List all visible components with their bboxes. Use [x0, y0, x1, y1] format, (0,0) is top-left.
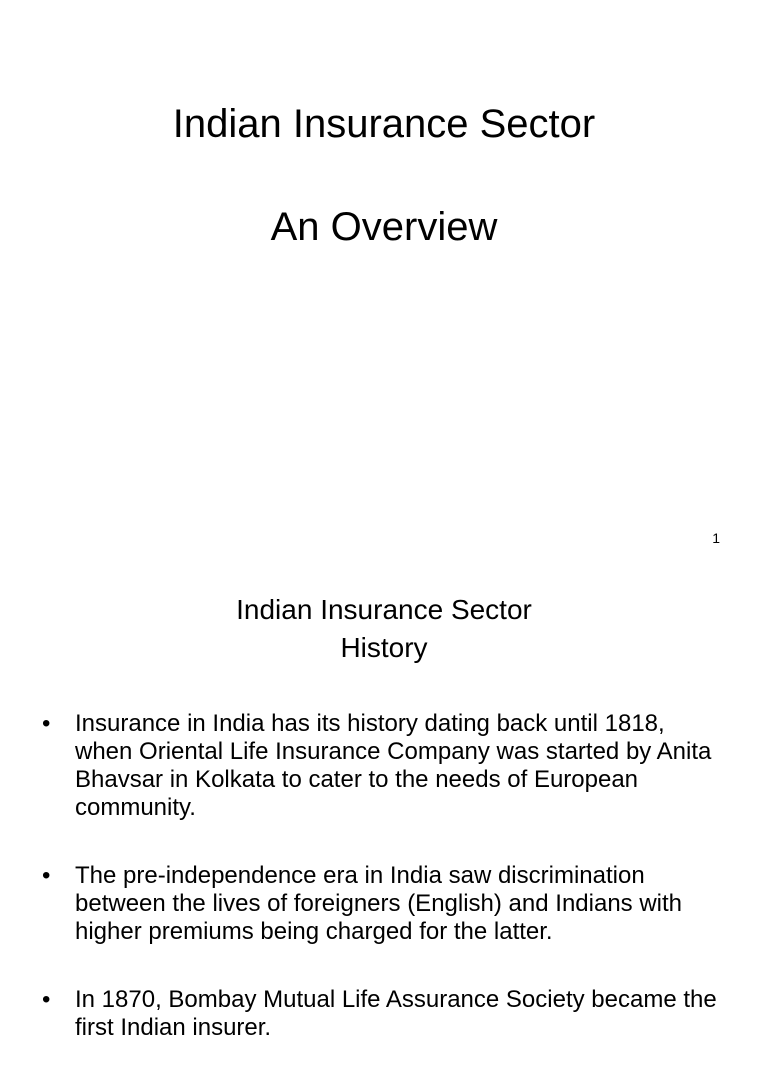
slide-title-line-2: An Overview — [270, 205, 498, 249]
bullet-text-3: In 1870, Bombay Mutual Life Assurance Society became the first Indian insurer. — [75, 986, 717, 1041]
bullet-list — [0, 710, 768, 1082]
bullet-item-3 — [0, 986, 768, 1042]
slide-2 — [0, 560, 768, 1041]
bullet-text-1: Insurance in India has its history dating back until 1818, when Oriental Life Insurance Company was started by Anita Bhavsar in Kolkata to cater to the needs of European community. — [75, 710, 712, 821]
bullet-item-1 — [0, 710, 768, 822]
bullet-icon: • — [42, 710, 51, 737]
bullet-text-2: The pre-independence era in India saw discrimination between the lives of foreigners (English) and Indians with higher premiums being charged for the latter. — [75, 862, 683, 945]
bullet-item-2 — [0, 862, 768, 946]
bullet-icon: • — [42, 986, 51, 1013]
slide-heading-line-2: History — [340, 632, 428, 663]
slide-heading-line-1: Indian Insurance Sector — [236, 594, 532, 625]
slide-title-line-1: Indian Insurance Sector — [172, 102, 596, 146]
page-number: 1 — [712, 530, 720, 546]
bullet-icon: • — [42, 862, 51, 889]
